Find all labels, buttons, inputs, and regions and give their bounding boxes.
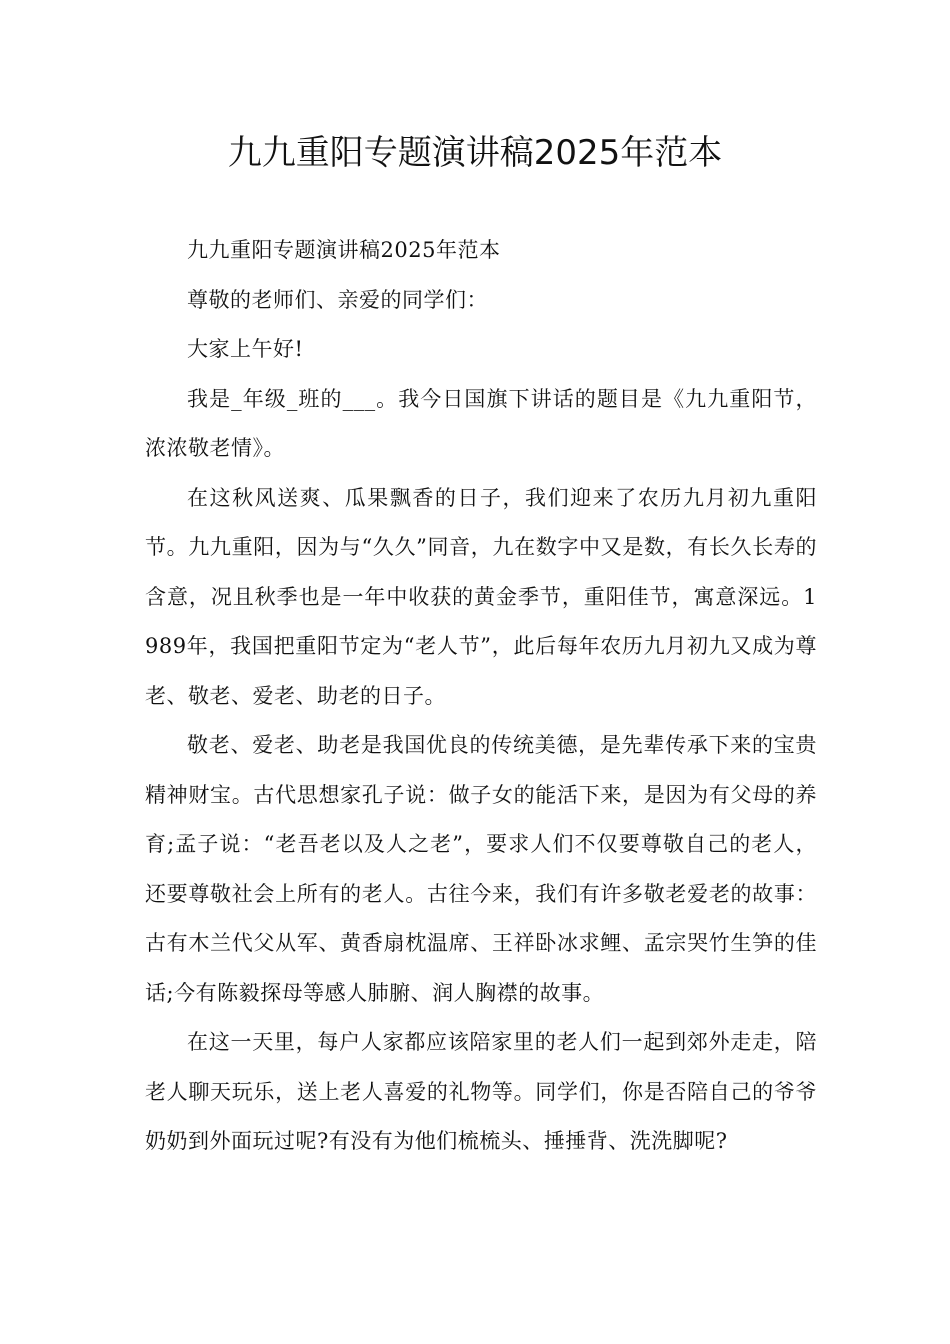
paragraph-tradition: 敬老、爱老、助老是我国优良的传统美德，是先辈传承下来的宝贵精神财宝。古代思想家孔子说：做子女的能活下来，是因为有父母的养育;孟子说：“老吾老以及人之老”，要求人们不仅要尊敬自己的老人，还要尊敬社会上所有的老人。古往今来，我们有许多敬老爱老的故事：古有木兰代父从军、黄香扇枕温席、王祥卧冰求鲤、孟宗哭竹生笋的佳话;今有陈毅探母等感人肺腑、润人胸襟的故事。 xyxy=(145,733,817,1005)
paragraph-festival-origin: 在这秋风送爽、瓜果飘香的日子，我们迎来了农历九月初九重阳节。九九重阳，因为与“久久”同音，九在数字中又是数，有长久长寿的含意，况且秋季也是一年中收获的黄金季节，重阳佳节，寓意深远。1989年，我国把重阳节定为“老人节”，此后每年农历九月初九又成为尊老、敬老、爱老、助老的日子。 xyxy=(145,485,817,708)
paragraph-greeting: 大家上午好! xyxy=(187,337,304,361)
document-body xyxy=(145,226,817,1167)
paragraph-salutation: 尊敬的老师们、亲爱的同学们： xyxy=(187,287,488,312)
document-title: 九九重阳专题演讲稿2025年范本 xyxy=(227,133,723,173)
paragraph-introduction: 我是_年级_班的___。我今日国旗下讲话的题目是《九九重阳节，浓浓敬老情》。 xyxy=(145,386,817,460)
paragraph-call-to-action: 在这一天里，每户人家都应该陪家里的老人们一起到郊外走走，陪老人聊天玩乐，送上老人喜爱的礼物等。同学们，你是否陪自己的爷爷奶奶到外面玩过呢?有没有为他们梳梳头、捶捶背、洗洗脚呢? xyxy=(145,1030,817,1153)
paragraph-heading: 九九重阳专题演讲稿2025年范本 xyxy=(187,238,501,262)
